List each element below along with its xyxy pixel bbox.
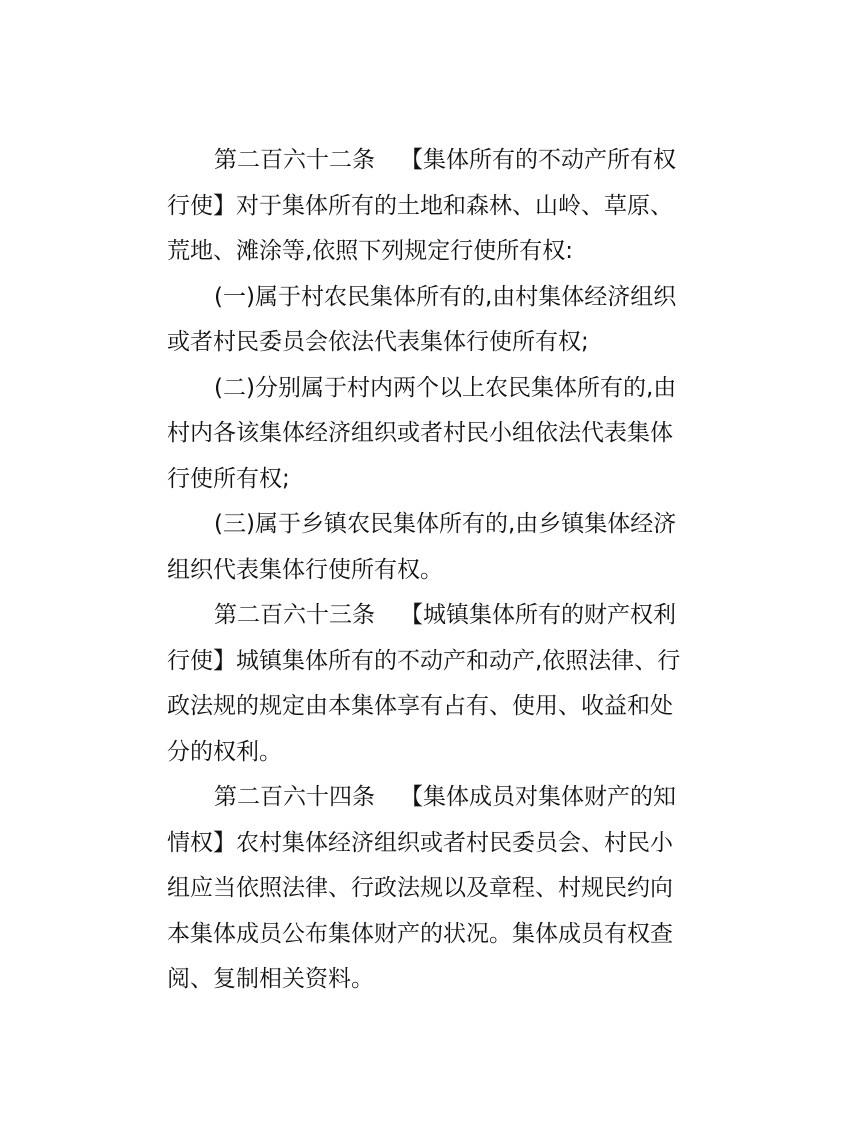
text-line: 情权】农村集体经济组织或者村民委员会、村民小 bbox=[167, 829, 673, 856]
article-title-part: 【集体成员对集体财产的知 bbox=[400, 784, 676, 810]
text-line: 本集体成员公布集体财产的状况。集体成员有权查 bbox=[167, 920, 673, 947]
article-number: 第二百六十三条 bbox=[214, 602, 375, 628]
text-line: 组织代表集体行使所有权。 bbox=[167, 556, 443, 583]
article-number: 第二百六十二条 bbox=[214, 147, 375, 173]
article-264-heading-line bbox=[167, 775, 697, 821]
list-item-line: (一)属于村农民集体所有的,由村集体经济组织 bbox=[214, 283, 677, 310]
list-item-line: (三)属于乡镇农民集体所有的,由乡镇集体经济 bbox=[214, 511, 677, 537]
article-262-heading-line bbox=[167, 138, 697, 184]
text-line: 或者村民委员会依法代表集体行使所有权; bbox=[167, 329, 589, 355]
document-body bbox=[167, 138, 697, 1003]
article-263-heading-line bbox=[167, 593, 697, 639]
text-line: 阅、复制相关资料。 bbox=[167, 966, 374, 992]
text-line: 组应当依照法律、行政法规以及章程、村规民约向 bbox=[167, 875, 673, 901]
article-number: 第二百六十四条 bbox=[214, 784, 375, 810]
text-line: 荒地、滩涂等,依照下列规定行使所有权: bbox=[167, 238, 574, 264]
text-line: 行使】城镇集体所有的不动产和动产,依照法律、行 bbox=[167, 647, 681, 674]
text-line: 村内各该集体经济组织或者村民小组依法代表集体 bbox=[167, 420, 673, 446]
article-title-part: 【城镇集体所有的财产权利 bbox=[400, 602, 676, 628]
text-line: 政法规的规定由本集体享有占有、使用、收益和处 bbox=[167, 693, 673, 719]
article-title-part: 【集体所有的不动产所有权 bbox=[400, 147, 676, 173]
text-line: 分的权利。 bbox=[167, 738, 282, 765]
text-line: 行使】对于集体所有的土地和森林、山岭、草原、 bbox=[167, 192, 673, 219]
text-line: 行使所有权; bbox=[167, 465, 290, 492]
list-item-line: (二)分别属于村内两个以上农民集体所有的,由 bbox=[214, 374, 677, 401]
